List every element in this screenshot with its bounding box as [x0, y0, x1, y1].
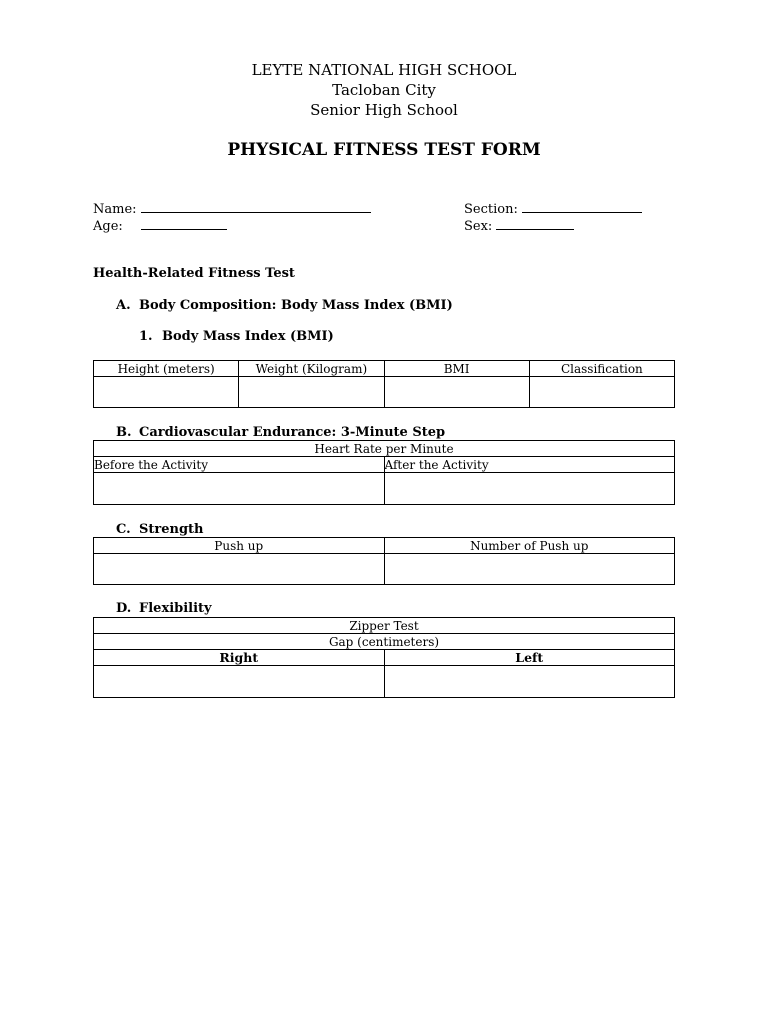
strength-header-pushup: Push up [94, 538, 385, 554]
form-title: PHYSICAL FITNESS TEST FORM [227, 140, 541, 160]
heart-rate-before-cell[interactable] [94, 473, 385, 505]
sex-label: Sex: [464, 219, 493, 234]
bmi-header-bmi: BMI [384, 361, 529, 377]
section-a-letter: A. [116, 298, 131, 313]
bmi-header-height: Height (meters) [94, 361, 239, 377]
bmi-height-cell[interactable] [94, 377, 239, 408]
section-b-letter: B. [116, 425, 132, 440]
school-city: Tacloban City [332, 81, 436, 99]
heart-rate-header-before: Before the Activity [94, 457, 385, 473]
bmi-weight-cell[interactable] [239, 377, 384, 408]
name-label: Name: [93, 202, 137, 217]
strength-count-cell[interactable] [384, 554, 675, 585]
section-b-title: Cardiovascular Endurance: 3-Minute Step [139, 425, 446, 440]
section-label: Section: [464, 202, 518, 217]
section-a-subtitle: Body Mass Index (BMI) [162, 329, 334, 344]
bmi-table [93, 360, 675, 408]
strength-entry-row [94, 554, 675, 585]
flexibility-entry-row [94, 666, 675, 698]
strength-header-count: Number of Push up [384, 538, 675, 554]
flexibility-right-cell[interactable] [94, 666, 385, 698]
school-level: Senior High School [310, 101, 458, 119]
sex-blank[interactable] [496, 217, 574, 230]
flexibility-title-row [94, 618, 675, 634]
heart-rate-entry-row [94, 473, 675, 505]
flexibility-header-left: Left [384, 650, 675, 666]
section-d-title: Flexibility [139, 601, 212, 616]
flexibility-left-cell[interactable] [384, 666, 675, 698]
flexibility-table [93, 617, 675, 698]
flexibility-title: Zipper Test [94, 618, 675, 634]
heart-rate-title: Heart Rate per Minute [94, 441, 675, 457]
name-field-row [93, 200, 371, 218]
section-a-title: Body Composition: Body Mass Index (BMI) [139, 298, 453, 313]
bmi-table-entry-row [94, 377, 675, 408]
name-blank[interactable] [141, 200, 371, 213]
bmi-table-header-row [94, 361, 675, 377]
bmi-header-classification: Classification [529, 361, 674, 377]
flexibility-subtitle-row [94, 634, 675, 650]
section-field-row [464, 200, 642, 218]
flexibility-header-row [94, 650, 675, 666]
section-a-subnumber: 1. [139, 329, 153, 344]
flexibility-header-right: Right [94, 650, 385, 666]
strength-pushup-cell[interactable] [94, 554, 385, 585]
age-blank[interactable] [141, 217, 227, 230]
sex-field-row [464, 217, 574, 235]
section-c-letter: C. [116, 522, 131, 537]
main-heading: Health-Related Fitness Test [93, 266, 295, 281]
section-d-letter: D. [116, 601, 132, 616]
heart-rate-header-row [94, 457, 675, 473]
section-c-title: Strength [139, 522, 204, 537]
age-label: Age: [93, 219, 123, 234]
flexibility-subtitle: Gap (centimeters) [94, 634, 675, 650]
strength-header-row [94, 538, 675, 554]
section-blank[interactable] [522, 200, 642, 213]
strength-table [93, 537, 675, 585]
heart-rate-header-after: After the Activity [384, 457, 675, 473]
bmi-classification-cell[interactable] [529, 377, 674, 408]
heart-rate-after-cell[interactable] [384, 473, 675, 505]
heart-rate-title-row [94, 441, 675, 457]
school-name: LEYTE NATIONAL HIGH SCHOOL [251, 61, 517, 79]
bmi-value-cell[interactable] [384, 377, 529, 408]
heart-rate-table [93, 440, 675, 505]
age-field-row [93, 217, 227, 235]
bmi-header-weight: Weight (Kilogram) [239, 361, 384, 377]
